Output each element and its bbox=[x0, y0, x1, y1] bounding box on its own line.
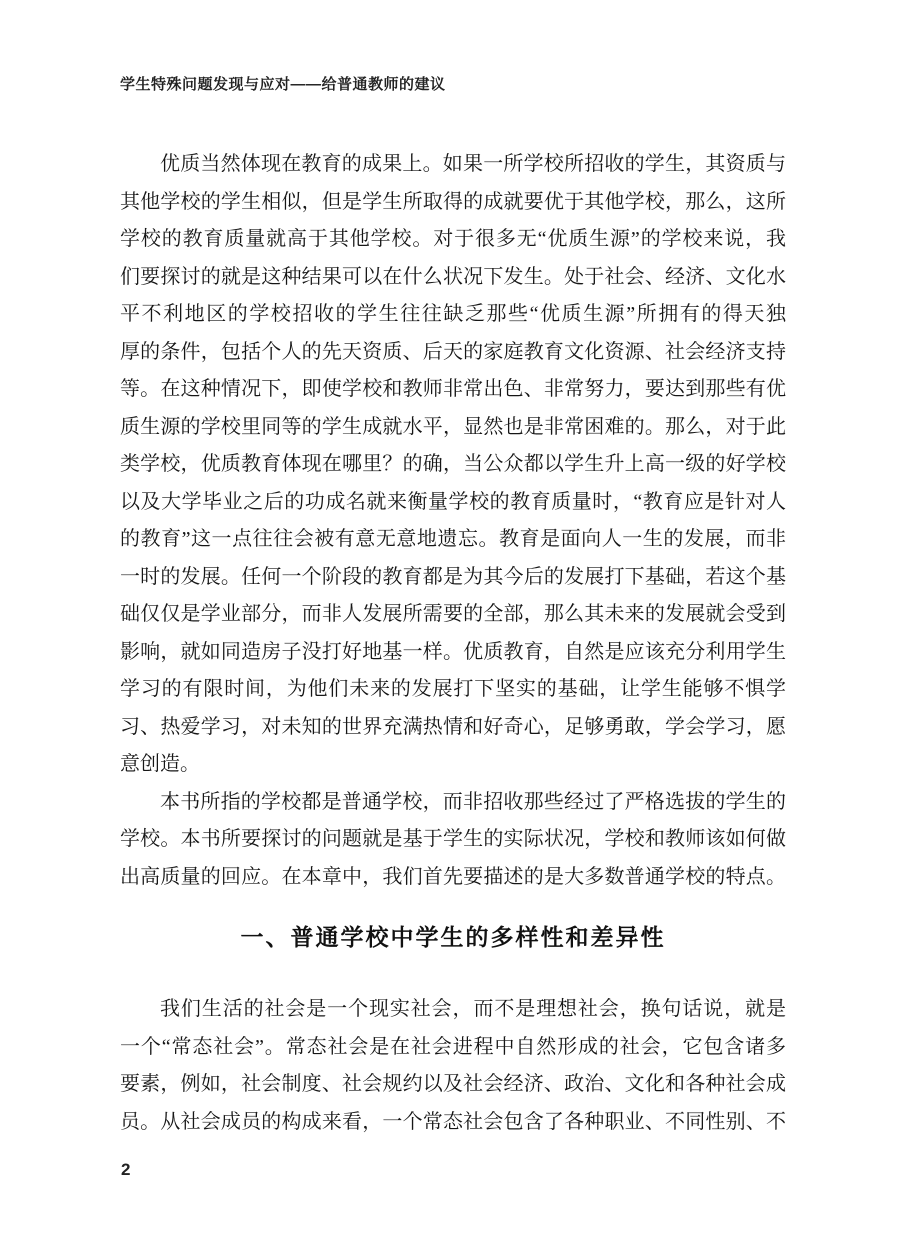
section-heading: 一、普通学校中学生的多样性和差异性 bbox=[240, 925, 666, 950]
body-line: 员。从社会成员的构成来看，一个常态社会包含了各种职业、不同性别、不 bbox=[120, 1110, 786, 1133]
body-line: 等。在这种情况下，即使学校和教师非常出色、非常努力，要达到那些有优 bbox=[120, 378, 786, 400]
body-line: 学校的教育质量就高于其他学校。对于很多无“优质生源”的学校来说，我 bbox=[120, 228, 786, 250]
body-line: 意创造。 bbox=[120, 753, 200, 775]
body-line: 影响，就如同造房子没打好地基一样。优质教育，自然是应该充分利用学生 bbox=[120, 640, 786, 663]
body-line: 其他学校的学生相似，但是学生所取得的成就要优于其他学校，那么，这所 bbox=[120, 190, 786, 213]
page-number: 2 bbox=[121, 1160, 131, 1179]
body-line: 以及大学毕业之后的功成名就来衡量学校的教育质量时，“教育应是针对人 bbox=[120, 490, 786, 513]
body-line: 本书所指的学校都是普通学校，而非招收那些经过了严格选拔的学生的 bbox=[160, 790, 786, 813]
body-line: 础仅仅是学业部分，而非人发展所需要的全部，那么其未来的发展就会受到 bbox=[120, 603, 786, 625]
body-line: 一时的发展。任何一个阶段的教育都是为其今后的发展打下基础，若这个基 bbox=[120, 565, 786, 588]
body-line: 们要探讨的就是这种结果可以在什么状况下发生。处于社会、经济、文化水 bbox=[120, 265, 786, 288]
body-line: 要素，例如，社会制度、社会规约以及社会经济、政治、文化和各种社会成 bbox=[120, 1073, 786, 1095]
body-line: 质生源的学校里同等的学生成就水平，显然也是非常困难的。那么，对于此 bbox=[120, 415, 786, 438]
running-head: 学生特殊问题发现与应对——给普通教师的建议 bbox=[120, 76, 446, 93]
body-line: 的教育”这一点往往会被有意无意地遗忘。教育是面向人一生的发展，而非 bbox=[120, 528, 786, 550]
body-line: 习、热爱学习，对未知的世界充满热情和好奇心，足够勇敢，学会学习，愿 bbox=[120, 715, 786, 738]
body-line: 出高质量的回应。在本章中，我们首先要描述的是大多数普通学校的特点。 bbox=[120, 865, 786, 888]
body-line: 学校。本书所要探讨的问题就是基于学生的实际状况，学校和教师该如何做 bbox=[120, 828, 786, 850]
body-text-block bbox=[120, 146, 786, 896]
body-line: 学习的有限时间，为他们未来的发展打下坚实的基础，让学生能够不惧学 bbox=[120, 678, 786, 700]
body-line: 一个“常态社会”。常态社会是在社会进程中自然形成的社会，它包含诸多 bbox=[120, 1035, 786, 1058]
body-text-block bbox=[120, 991, 786, 1141]
body-line: 类学校，优质教育体现在哪里？的确，当公众都以学生升上高一级的好学校 bbox=[120, 453, 786, 475]
body-line: 厚的条件，包括个人的先天资质、后天的家庭教育文化资源、社会经济支持 bbox=[120, 340, 786, 363]
body-line: 我们生活的社会是一个现实社会，而不是理想社会，换句话说，就是 bbox=[160, 998, 786, 1020]
body-line: 优质当然体现在教育的成果上。如果一所学校所招收的学生，其资质与 bbox=[160, 153, 786, 175]
body-line: 平不利地区的学校招收的学生往往缺乏那些“优质生源”所拥有的得天独 bbox=[120, 303, 786, 325]
